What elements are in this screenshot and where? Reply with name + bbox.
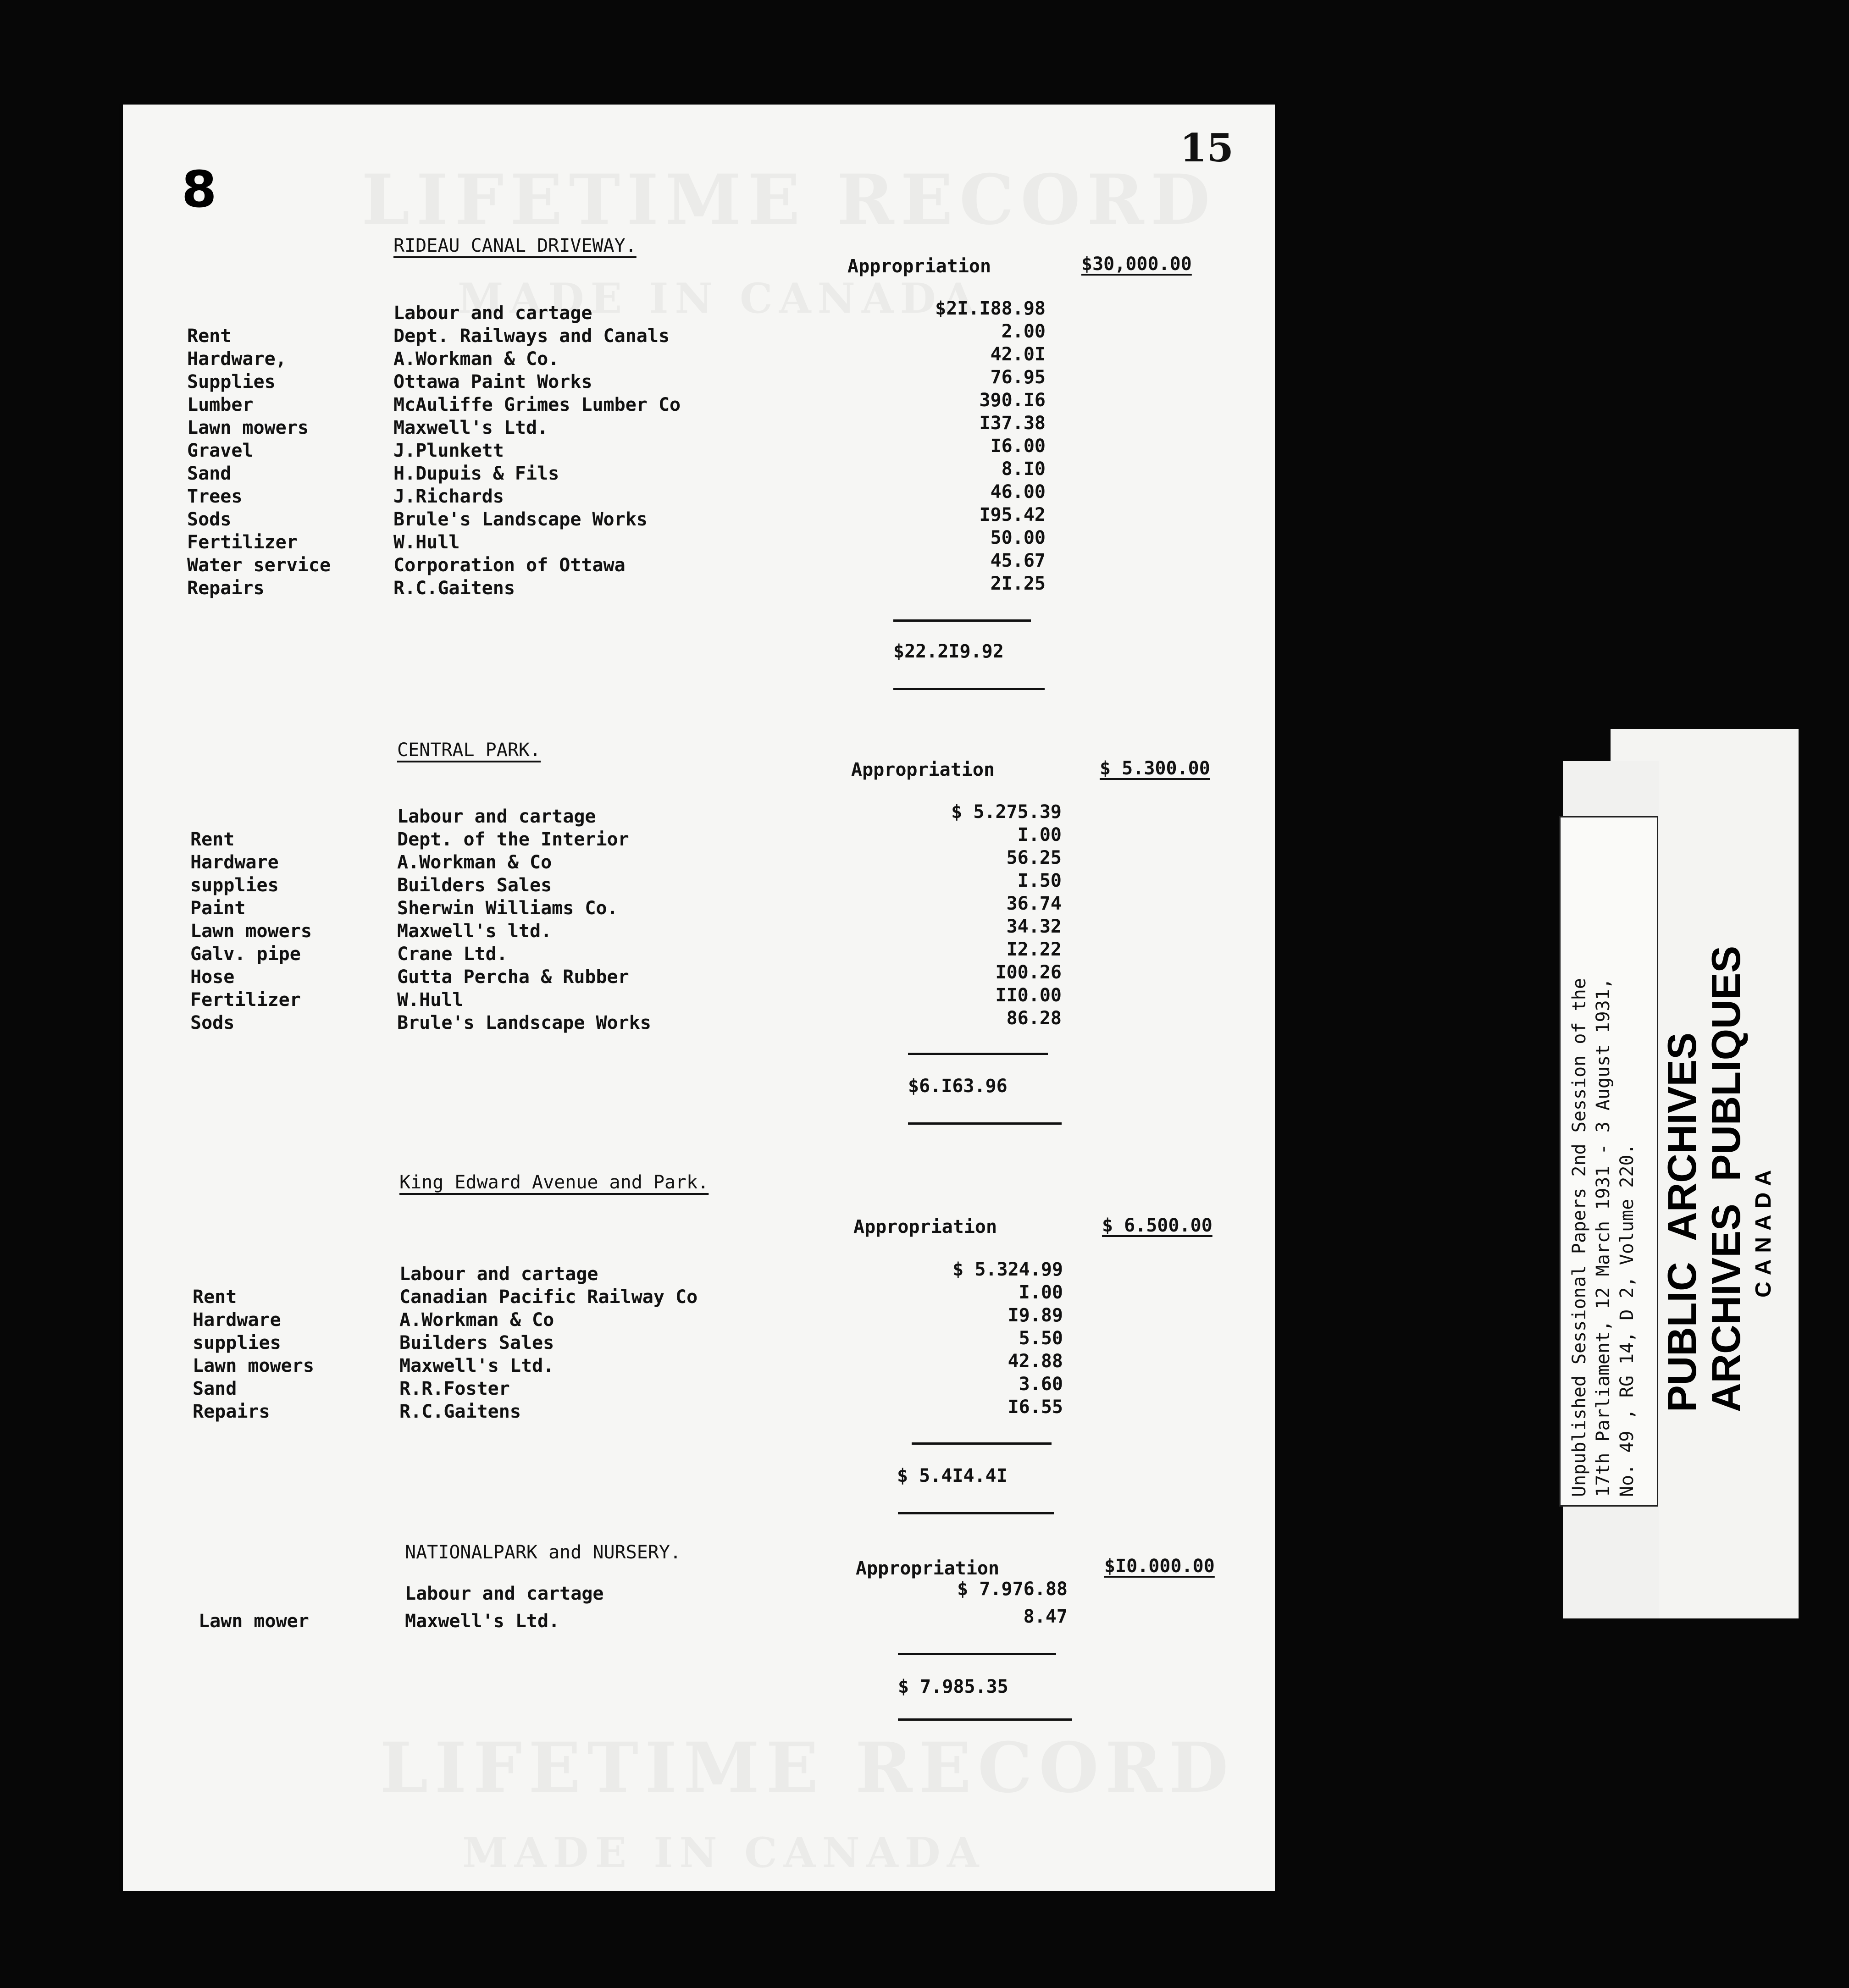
- subtotal-rule: [898, 1653, 1056, 1655]
- row-category: Gravel: [187, 440, 254, 461]
- section-total: $6.I63.96: [908, 1076, 1008, 1097]
- row-amount: I37.38: [979, 413, 1046, 434]
- row-vendor: Crane Ltd.: [397, 944, 508, 965]
- row-vendor: A.Workman & Co: [397, 852, 552, 873]
- row-category: Rent: [187, 326, 232, 347]
- table-row: [123, 413, 1275, 440]
- row-vendor: Labour and cartage: [393, 303, 592, 324]
- section-title: RIDEAU CANAL DRIVEWAY.: [393, 235, 637, 256]
- row-category: Repairs: [187, 578, 265, 599]
- row-category: Hardware: [190, 852, 279, 873]
- section-title: King Edward Avenue and Park.: [399, 1172, 709, 1193]
- row-amount: 36.74: [1006, 893, 1062, 914]
- table-row: [123, 481, 1275, 509]
- table-row: [123, 1351, 1275, 1378]
- row-amount: 8.I0: [1001, 458, 1046, 480]
- appropriation-amount: $ 6.500.00: [1102, 1215, 1212, 1236]
- row-vendor: Brule's Landscape Works: [397, 1012, 651, 1033]
- table-row: [123, 321, 1275, 348]
- row-amount: 45.67: [990, 550, 1046, 571]
- section-title: CENTRAL PARK.: [397, 740, 541, 761]
- row-category: Galv. pipe: [190, 944, 301, 965]
- archive-stamp: [1660, 946, 1776, 1412]
- row-amount: I6.00: [990, 436, 1046, 457]
- row-amount: 390.I6: [979, 390, 1046, 411]
- row-category: Rent: [193, 1287, 237, 1308]
- table-row: [123, 1579, 1275, 1606]
- row-vendor: A.Workman & Co.: [393, 348, 559, 370]
- row-amount: $ 7.976.88: [957, 1579, 1068, 1600]
- row-vendor: R.R.Foster: [399, 1378, 510, 1399]
- row-category: Repairs: [193, 1401, 270, 1422]
- subtotal-rule: [893, 619, 1031, 622]
- total-rule: [908, 1122, 1062, 1125]
- appropriation-label: Appropriation: [847, 256, 991, 277]
- row-category: Lawn mower: [199, 1611, 309, 1632]
- row-vendor: Labour and cartage: [399, 1264, 598, 1285]
- row-category: Hardware: [193, 1309, 281, 1331]
- row-amount: $2I.I88.98: [935, 298, 1046, 319]
- row-amount: II0.00: [995, 985, 1062, 1006]
- table-row: [123, 527, 1275, 555]
- row-vendor: W.Hull: [393, 532, 460, 553]
- table-row: [123, 550, 1275, 578]
- row-vendor: Ottawa Paint Works: [393, 371, 592, 392]
- table-row: [123, 1259, 1275, 1287]
- table-row: [123, 962, 1275, 989]
- row-amount: I00.26: [995, 962, 1062, 983]
- row-vendor: Brule's Landscape Works: [393, 509, 648, 530]
- table-row: [123, 893, 1275, 921]
- table-row: [123, 367, 1275, 394]
- row-vendor: A.Workman & Co: [399, 1309, 554, 1331]
- row-category: Water service: [187, 555, 331, 576]
- row-vendor: J.Richards: [393, 486, 504, 507]
- row-amount: I95.42: [979, 504, 1046, 525]
- total-rule: [898, 1718, 1072, 1721]
- row-vendor: H.Dupuis & Fils: [393, 463, 559, 484]
- row-amount: 46.00: [990, 481, 1046, 503]
- watermark-top: [361, 160, 1217, 240]
- row-amount: 42.88: [1008, 1351, 1063, 1372]
- row-amount: 56.25: [1006, 847, 1062, 868]
- row-category: Sand: [187, 463, 232, 484]
- row-vendor: Canadian Pacific Railway Co: [399, 1287, 698, 1308]
- row-category: Rent: [190, 829, 235, 850]
- archive-title-en: PUBLIC ARCHIVES: [1659, 1033, 1705, 1412]
- row-amount: 86.28: [1006, 1008, 1062, 1029]
- row-vendor: R.C.Gaitens: [399, 1401, 521, 1422]
- row-vendor: R.C.Gaitens: [393, 578, 515, 599]
- row-category: Trees: [187, 486, 243, 507]
- row-amount: 5.50: [1019, 1328, 1063, 1349]
- table-row: [123, 573, 1275, 601]
- row-vendor: Builders Sales: [397, 875, 552, 896]
- row-category: Fertilizer: [187, 532, 298, 553]
- appropriation-label: Appropriation: [853, 1216, 997, 1237]
- table-row: [123, 1305, 1275, 1332]
- row-vendor: Labour and cartage: [405, 1583, 604, 1604]
- watermark-footer: [462, 1828, 985, 1877]
- row-amount: 50.00: [990, 527, 1046, 548]
- appropriation-amount: $30,000.00: [1081, 254, 1192, 275]
- row-amount: I.50: [1017, 870, 1062, 891]
- row-vendor: Dept. of the Interior: [397, 829, 629, 850]
- row-amount: $ 5.324.99: [952, 1259, 1063, 1280]
- table-row: [123, 801, 1275, 829]
- subtotal-rule: [908, 1053, 1048, 1055]
- row-vendor: Maxwell's Ltd.: [399, 1355, 554, 1376]
- row-category: Supplies: [187, 371, 276, 392]
- row-category: Lumber: [187, 394, 254, 415]
- row-vendor: Gutta Percha & Rubber: [397, 966, 629, 988]
- row-category: supplies: [193, 1332, 281, 1353]
- watermark-bottom: [380, 1728, 1235, 1808]
- total-rule: [893, 688, 1045, 690]
- row-vendor: J.Plunkett: [393, 440, 504, 461]
- appropriation-label: Appropriation: [851, 759, 995, 780]
- table-row: [123, 436, 1275, 463]
- row-amount: 2.00: [1001, 321, 1046, 342]
- row-category: supplies: [190, 875, 279, 896]
- table-row: [123, 390, 1275, 417]
- table-row: [123, 939, 1275, 966]
- archive-title-fr: ARCHIVES PUBLIQUES: [1703, 945, 1749, 1412]
- row-vendor: Sherwin Williams Co.: [397, 898, 618, 919]
- table-row: [123, 344, 1275, 371]
- row-category: Sods: [190, 1012, 235, 1033]
- table-row: [123, 916, 1275, 944]
- row-category: Lawn mowers: [190, 921, 312, 942]
- row-amount: 76.95: [990, 367, 1046, 388]
- row-vendor: McAuliffe Grimes Lumber Co: [393, 394, 681, 415]
- citation-line-1: Unpublished Sessional Papers 2nd Session of the: [1569, 978, 1590, 1497]
- subtotal-rule: [912, 1442, 1052, 1445]
- row-amount: I2.22: [1006, 939, 1062, 960]
- citation-line-2: 17th Parliament, 12 March 1931 - 3 August 1931,: [1593, 978, 1614, 1497]
- row-category: Hose: [190, 966, 235, 988]
- row-vendor: Maxwell's ltd.: [397, 921, 552, 942]
- table-row: [123, 985, 1275, 1012]
- table-row: [123, 1008, 1275, 1035]
- row-category: Paint: [190, 898, 246, 919]
- row-amount: 3.60: [1019, 1374, 1063, 1395]
- row-amount: I6.55: [1008, 1397, 1063, 1418]
- table-row: [123, 1282, 1275, 1309]
- section-title: NATIONALPARK and NURSERY.: [405, 1542, 681, 1563]
- row-vendor: Corporation of Ottawa: [393, 555, 626, 576]
- row-vendor: Dept. Railways and Canals: [393, 326, 670, 347]
- table-row: [123, 847, 1275, 875]
- row-amount: 34.32: [1006, 916, 1062, 937]
- archive-country: CANADA: [1751, 1164, 1776, 1298]
- row-vendor: Maxwell's Ltd.: [405, 1611, 560, 1632]
- row-amount: 8.47: [1023, 1606, 1068, 1627]
- row-category: Hardware,: [187, 348, 287, 370]
- table-row: [123, 458, 1275, 486]
- row-amount: 2I.25: [990, 573, 1046, 594]
- row-vendor: Labour and cartage: [397, 806, 596, 827]
- section-total: $ 7.985.35: [898, 1676, 1008, 1697]
- table-row: [123, 504, 1275, 532]
- row-category: Lawn mowers: [187, 417, 309, 438]
- appropriation-amount: $I0.000.00: [1104, 1556, 1215, 1577]
- ledger-page: [123, 105, 1275, 1891]
- punch-mark-icon: 8: [182, 160, 217, 219]
- table-row: [123, 1328, 1275, 1355]
- citation-line-3: No. 49 , RG 14, D 2, Volume 220.: [1616, 1143, 1638, 1497]
- row-category: Fertilizer: [190, 989, 301, 1011]
- appropriation-amount: $ 5.300.00: [1100, 758, 1210, 779]
- table-row: [123, 1397, 1275, 1424]
- total-rule: [898, 1512, 1054, 1514]
- row-amount: I.00: [1019, 1282, 1063, 1303]
- row-amount: I.00: [1017, 824, 1062, 845]
- row-amount: I9.89: [1008, 1305, 1063, 1326]
- table-row: [123, 1606, 1275, 1634]
- row-category: Sand: [193, 1378, 237, 1399]
- row-vendor: Maxwell's Ltd.: [393, 417, 548, 438]
- table-row: [123, 298, 1275, 326]
- page-number: 15: [1180, 125, 1234, 171]
- row-amount: $ 5.275.39: [951, 801, 1062, 823]
- table-row: [123, 1374, 1275, 1401]
- section-total: $ 5.4I4.4I: [897, 1465, 1008, 1486]
- section-total: $22.2I9.92: [893, 641, 1004, 662]
- table-row: [123, 824, 1275, 852]
- table-row: [123, 870, 1275, 898]
- row-category: Sods: [187, 509, 232, 530]
- row-vendor: W.Hull: [397, 989, 464, 1011]
- archive-citation: [1567, 978, 1639, 1497]
- appropriation-label: Appropriation: [856, 1558, 1000, 1579]
- row-vendor: Builders Sales: [399, 1332, 554, 1353]
- row-amount: 42.0I: [990, 344, 1046, 365]
- row-category: Lawn mowers: [193, 1355, 314, 1376]
